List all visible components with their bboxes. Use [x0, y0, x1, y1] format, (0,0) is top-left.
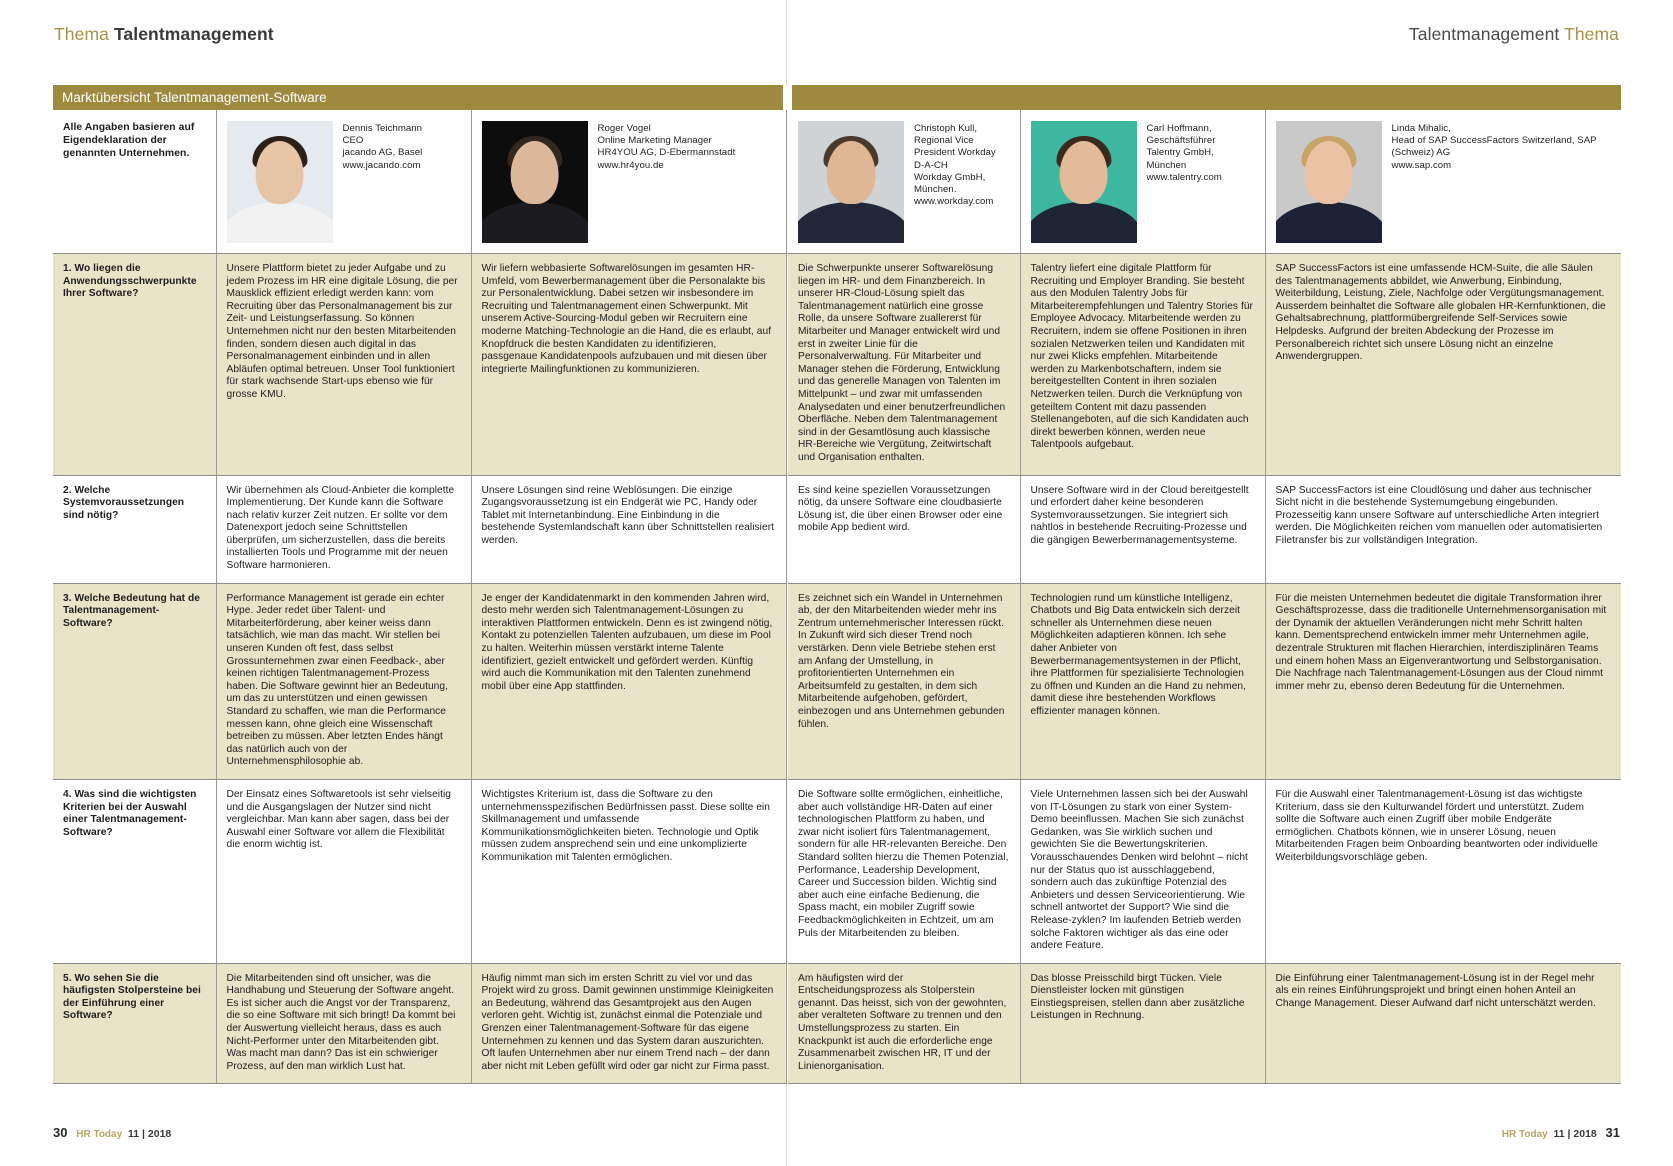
person-role-3: Geschäftsführer	[1146, 135, 1216, 147]
footer-left	[53, 1125, 171, 1140]
page-number-right: 31	[1605, 1125, 1620, 1140]
table-band-right	[792, 85, 1621, 110]
comparison-table	[53, 110, 1621, 1084]
person-info-0	[343, 121, 423, 243]
avatar-dennis-teichmann	[227, 121, 333, 243]
magazine-name-right: HR Today	[1501, 1129, 1548, 1140]
answer-cell: Es sind keine speziellen Voraussetzungen nötig, da unsere Software eine cloudbasierte Lösung ist, die über einen Browser oder eine mobile App bedient wird.	[788, 475, 1020, 583]
avatar-christoph-kull	[798, 121, 904, 243]
answer-cell: Häufig nimmt man sich im ersten Schritt zu viel vor und das Projekt wird zu gross. Damit gewinnen unstimmige Kleinigkeiten an Bedeutung, während das Gesamtprojekt aus den Augen verloren geht. Wichtig ist, zunächst einmal die Potenziale und Grenzen einer Talentmanagement-Software für das eigene Unternehmen zu kennen und das System daran auszurichten. Oft laufen Unternehmen aber nur einem Trend nach – der dann aber nicht mit Leben gefüllt wird oder gar nicht zur Firma passt.	[471, 963, 786, 1084]
answer-cell: Technologien rund um künstliche Intelligenz, Chatbots und Big Data entwickeln sich derzeit schneller als Unternehmen diese neuen Möglichkeiten adaptieren können. Ich sehe daher Anbieter von Bewerbermanagementsystemen in der Pflicht, ihre Plattformen für spezialisierte Technologien zu öffnen und Kunden an die Hand zu nehmen, damit diese ihre bestehenden Workflows effizienter managen können.	[1020, 583, 1265, 779]
person-info-1	[598, 121, 736, 243]
running-head-right-kicker: Thema	[1564, 24, 1619, 44]
person-role-4: Head of SAP SuccessFactors Switzerland, SAP (Schweiz) AG	[1391, 135, 1597, 159]
table-row-people	[53, 110, 1621, 254]
person-name-1: Roger Vogel	[597, 123, 651, 134]
person-cell-2	[788, 110, 1020, 254]
answer-cell: Wir liefern webbasierte Softwarelösungen im gesamten HR-Umfeld, vom Bewerbermanagement über die Personalakte bis zur Personalentwicklung. Dabei setzen wir insbesondere im Recruiting und Talentmanagement einen Schwerpunkt. Mit unserem Active-Sourcing-Modul geben wir Recruitern eine moderne Matching-Technologie an die Hand, die es erlaubt, auf Knopfdruck die besten Kandidaten zu identifizieren, passgenaue Kandidatenpools aufzubauen und mit diesen über integrierte Mailingfunktionen zu kommunizieren.	[471, 254, 786, 476]
answer-cell: Je enger der Kandidatenmarkt in den kommenden Jahren wird, desto mehr werden sich Talentmanagement-Lösungen zu interaktiven Plattformen entwickeln. Denn es ist zwingend nötig, Kontakt zu potenziellen Talenten aufzubauen, um diese im Pool zu halten. Weiterhin müssen verstärkt interne Talente identifiziert, gezielt entwickelt und gefördert werden. Künftig wird auch die Kommunikation mit den Talenten zunehmend mobil über eine App stattfinden.	[471, 583, 786, 779]
answer-cell: Die Einführung einer Talentmanagement-Lösung ist in der Regel mehr als ein reines Einführungsprojekt und bringt einen hohen Anteil an Change Management. Dieser Aufwand darf nicht unterschätzt werden.	[1265, 963, 1621, 1084]
running-head-left	[54, 24, 274, 45]
answer-cell: Der Einsatz eines Softwaretools ist sehr vielseitig und die Ausgangslagen der Nutzer sind nicht vergleichbar. Man kann aber sagen, dass bei der Auswahl einer Software vor allem die Flexibilität die enorm wichtig ist.	[216, 779, 471, 963]
table-row	[53, 583, 1621, 779]
avatar-carl-hoffmann	[1031, 121, 1137, 243]
answer-cell: Talentry liefert eine digitale Plattform für Recruiting und Employer Branding. Sie besteht aus den Modulen Talentry Jobs für Mitarbeiterempfehlungen und Talentry Stories für Employee Advocacy. Mitarbeitende werden zu Recruitern, indem sie offene Positionen in ihren sozialen Netzwerken teilen und Kandidaten mit nur zwei Klicks empfehlen. Mitarbeitende werden zu Markenbotschaftern, indem sie bereitgestellten Content in ihren sozialen Netzwerken teilen. Durch die Verknüpfung von geteiltem Content mit dazu passenden Stellenangeboten, auf die sich Kandidaten auch direkt bewerben können, werden neue Talentpools aufgebaut.	[1020, 254, 1265, 476]
question-label: 5. Wo sehen Sie die häufigsten Stolpersteine bei der Einführung einer Software?	[53, 963, 216, 1084]
person-web-1[interactable]: www.hr4you.de	[597, 159, 664, 171]
person-name-4: Linda Mihalic,	[1391, 123, 1451, 134]
running-head-left-kicker: Thema	[54, 24, 109, 44]
answer-cell: Unsere Software wird in der Cloud bereitgestellt und erfordert daher keine besonderen Systemvoraussetzungen. Sie integriert sich nahtlos in bestehende Recruiting-Prozesse und die gängigen Bewerbermanagementsysteme.	[1020, 475, 1265, 583]
magazine-name-left: HR Today	[76, 1129, 123, 1140]
table-row	[53, 475, 1621, 583]
answer-cell: Für die Auswahl einer Talentmanagement-Lösung ist das wichtigste Kriterium, dass sie den Kulturwandel fördert und unterstützt. Zudem sollte die Software auch einen Zugriff über mobile Endgeräte ermöglichen. Chatbots können, wie in unserer Lösung, neuen Mitarbeitenden Fragen beim Onboarding beantworten oder individuelle Weiterbildungsvorschläge geben.	[1265, 779, 1621, 963]
person-web-3[interactable]: www.talentry.com	[1146, 171, 1222, 183]
person-cell-1	[471, 110, 786, 254]
running-head-right-title: Talentmanagement	[1408, 24, 1560, 44]
answer-cell: Die Mitarbeitenden sind oft unsicher, was die Handhabung und Steuerung der Software angeht. Es ist sicher auch die Angst vor der Transparenz, die so eine Software mit sich bringt! Da kommt bei der Auswertung vielleicht heraus, dass es auch Nicht-Performer unter den Mitarbeitenden gibt. Was macht man dann? Das ist ein schwieriger Prozess, auf den man wirklich Lust hat.	[216, 963, 471, 1084]
table-row	[53, 779, 1621, 963]
answer-cell: Am häufigsten wird der Entscheidungsprozess als Stolperstein genannt. Das heisst, sich von der gewohnten, aber veralteten Software zu trennen und den Umstellungsprozess zu starten. Ein Knackpunkt ist auch die erforderliche enge Zusammenarbeit zwischen HR, IT und der Linienorganisation.	[788, 963, 1020, 1084]
answer-cell: Unsere Lösungen sind reine Weblösungen. Die einzige Zugangsvoraussetzung ist ein Endgerät wie PC, Handy oder Tablet mit Internetanbindung. Eine Einbindung in die bestehende Systemlandschaft kann über Schnittstellen realisiert werden.	[471, 475, 786, 583]
running-head-left-title: Talentmanagement	[113, 24, 274, 44]
footer-right	[1502, 1125, 1620, 1140]
person-cell-4	[1265, 110, 1621, 254]
answer-cell: Das blosse Preisschild birgt Tücken. Viele Dienstleister locken mit günstigen Einstiegspreisen, stellen dann aber zusätzliche Leistungen in Rechnung.	[1020, 963, 1265, 1084]
issue-left: 11 | 2018	[128, 1128, 172, 1140]
table-band-gutter	[783, 85, 792, 110]
question-label: 2. Welche Systemvoraussetzungen sind nötig?	[53, 475, 216, 583]
person-info-3	[1147, 121, 1254, 243]
answer-cell: Die Software sollte ermöglichen, einheitliche, aber auch vollständige HR-Daten auf einer technologischen Plattform zu haben, und zwar nicht isoliert fürs Talentmanagement, sondern für alle HR-relevanten Bereiche. Den Standard sollten hierzu die Themen Potenzial, Performance, Leadership Development, Career und Succession bilden. Wichtig sind aber auch eine einfache Bedienung, die Spass macht, ein mobiler Zugriff sowie Feedbackmöglichkeiten in Echtzeit, um am Puls der Mitarbeitenden zu bleiben.	[788, 779, 1020, 963]
answer-cell: Wichtigstes Kriterium ist, dass die Software zu den unternehmensspezifischen Bedürfnissen passt. Diese sollte ein Skillmanagement und umfassende Kommunikationsmöglichkeiten bieten. Technologie und Optik müssen zudem ansprechend sein und eine unkomplizierte Kommunikation mit Talenten ermöglichen.	[471, 779, 786, 963]
person-cell-0	[216, 110, 471, 254]
person-company-1: HR4YOU AG, D-Ebermannstadt	[597, 147, 736, 159]
answer-cell: Performance Management ist gerade ein echter Hype. Jeder redet über Talent- und Mitarbeiterförderung, aber keiner weiss dann tatsächlich, wie man das macht. Wir stellen bei unseren Kunden oft fest, dass selbst Grossunternehmen zwar einen Feedback-, aber keinen richtigen Talentmanagement-Prozess haben. Die Software gewinnt hier an Bedeutung, um das zu unterstützen und einen gewissen Standard zu schaffen, wie man die Performance messen kann, ohne gleich eine Wissenschaft betreiben zu müssen. Aber letzten Endes hängt das natürlich auch von der Unternehmensphilosophie ab.	[216, 583, 471, 779]
answer-cell: Es zeichnet sich ein Wandel in Unternehmen ab, der den Mitarbeitenden wieder mehr ins Zentrum unternehmerischer Interessen rückt. In Zukunft wird sich dieser Trend noch verstärken. Denn viele Betriebe stehen erst am Anfang der Umstellung, in profitorientierten Unternehmen ein Arbeitsumfeld zu gestalten, in dem sich Mitarbeitende aufgehoben, gefördert, einbezogen und ans Unternehmen gebunden fühlen.	[788, 583, 1020, 779]
table-band-header	[53, 85, 1621, 110]
intro-cell	[53, 110, 216, 254]
question-label: 3. Welche Bedeutung hat de Talentmanagement-Software?	[53, 583, 216, 779]
person-company-0: jacando AG, Basel	[342, 147, 423, 159]
person-name-3: Carl Hoffmann,	[1146, 123, 1212, 134]
person-role-1: Online Marketing Manager	[597, 135, 712, 147]
page-number-left: 30	[53, 1125, 68, 1140]
person-company-3: Talentry GmbH, München	[1146, 147, 1214, 171]
person-cell-3	[1020, 110, 1265, 254]
market-overview-table	[53, 85, 1621, 1084]
answer-cell: SAP SuccessFactors ist eine Cloudlösung und daher aus technischer Sicht nicht in die bestehende Systemumgebung eingebunden. Prozesseitig kann unsere Software auf unterschiedliche Arten integriert werden. Die Möglichkeiten reichen vom manuellen oder automatisierten Filetransfer bis zur vollständigen Integration.	[1265, 475, 1621, 583]
person-name-2: Christoph Kull,	[914, 123, 978, 134]
answer-cell: SAP SuccessFactors ist eine umfassende HCM-Suite, die alle Säulen des Talentmanagements abbildet, wie Anwerbung, Einbindung, Weiterbildung, Leistung, Ziele, Nachfolge oder Vergütungsmanagement. Ausserdem beinhaltet die Software alle globalen HR-Kernfunktionen, die Gehaltsabrechnung, plattformübergreifende Self-Services sowie Helpdesks. Aufgrund der breiten Abdeckung der Prozesse im Personalbereich richtet sich unsere Lösung nicht an einzelne Anwendergruppen.	[1265, 254, 1621, 476]
avatar-roger-vogel	[482, 121, 588, 243]
table-row	[53, 254, 1621, 476]
person-web-2[interactable]: www.workday.com	[914, 196, 994, 208]
answer-cell: Unsere Plattform bietet zu jeder Aufgabe und zu jedem Prozess im HR eine digitale Lösung, die per Mausklick effizient erledigt werden kann: vom Recruiting über das Personalmanagement bis zur Zeit- und Leistungserfassung. So können Unternehmen nicht nur den besten Mitarbeitenden finden, sondern diesen auch digital in das Personalmanagement einbinden und in allen Abläufen optimal betreuen. Unser Tool funktioniert für stark wachsende Start-ups ebenso wie für grosse KMU.	[216, 254, 471, 476]
intro-text: Alle Angaben basieren auf Eigendeklaration der genannten Unternehmen.	[63, 122, 195, 159]
avatar-linda-mihalic	[1276, 121, 1382, 243]
person-name-0: Dennis Teichmann	[342, 123, 423, 134]
answer-cell: Für die meisten Unternehmen bedeutet die digitale Transformation ihrer Geschäftsprozesse, dass die traditionelle Unternehmensorganisation mit der Dynamik der aktuellen Veränderungen nicht mehr Schritt halten kann. Dementsprechend entwickeln immer mehr Unternehmen agile, dezentrale Strukturen mit flachen Hierarchien, interdisziplinären Teams und einem hohen Mass an Eigenverantwortung und Selbstorganisation. Die Nachfrage nach Talentmanagement-Lösungen aus der Cloud nimmt immer mehr zu, ebenso deren Bedeutung für die Unternehmen.	[1265, 583, 1621, 779]
question-label: 1. Wo liegen die Anwendungsschwerpunkte Ihrer Software?	[53, 254, 216, 476]
answer-cell: Viele Unternehmen lassen sich bei der Auswahl von IT-Lösungen zu stark von einer System-Demo beeinflussen. Machen Sie sich zunächst Gedanken, was Sie wirklich suchen und gewichten Sie die Bewertungskriterien. Vorausschauendes Denken wird belohnt – nicht nur der Status quo ist ausschlaggebend, sondern auch das zukünftige Potenzial des Anbieters und dessen Serviceorientierung. Wie schnell antwortet der Support? Wie sind die Release-zyklen? Im laufenden Betrieb werden solche Faktoren wichtiger als das eine oder andere Feature.	[1020, 779, 1265, 963]
person-web-0[interactable]: www.jacando.com	[342, 159, 421, 171]
answer-cell: Wir übernehmen als Cloud-Anbieter die komplette Implementierung. Der Kunde kann die Software nach relativ kurzer Zeit nutzen. Er sollte vor dem Datenexport jedoch seine Schnittstellen überprüfen, um sicherzustellen, dass die bereits installierten Tools und Programme mit der neuen Software harmonieren.	[216, 475, 471, 583]
person-info-4	[1392, 121, 1611, 243]
person-company-2: Workday GmbH, München.	[914, 171, 986, 196]
question-label: 4. Was sind die wichtigsten Kriterien bei der Auswahl einer Talentmanagement-Software?	[53, 779, 216, 963]
table-row	[53, 963, 1621, 1084]
person-web-4[interactable]: www.sap.com	[1391, 159, 1452, 171]
table-band-title: Marktübersicht Talentmanagement-Software	[53, 85, 783, 110]
person-role-0: CEO	[342, 135, 364, 147]
answer-cell: Die Schwerpunkte unserer Softwarelösung liegen im HR- und dem Finanzbereich. In unserer HR-Cloud-Lösung spielt das Talentmanagement natürlich eine grosse Rolle, da unsere Software zuallererst für Mitarbeiter und Manager entwickelt wird und erst in zweiter Linie für die Personalverwaltung. Für Mitarbeiter und Manager stehen die Förderung, Entwicklung und das generelle Managen von Talenten im Mittelpunkt – und zwar mit umfassenden Analysedaten und einer benutzerfreundlichen Oberfläche. Neben dem Talentmanagement sind in der Gesamtlösung auch klassische HR-Bereiche wie Vergütung, Zeitwirtschaft und Organisation enthalten.	[788, 254, 1020, 476]
person-role-2: Regional Vice President Workday D-A-CH	[914, 135, 996, 171]
issue-right: 11 | 2018	[1553, 1128, 1597, 1140]
running-head-right	[1409, 24, 1619, 45]
person-info-2	[914, 121, 1009, 243]
